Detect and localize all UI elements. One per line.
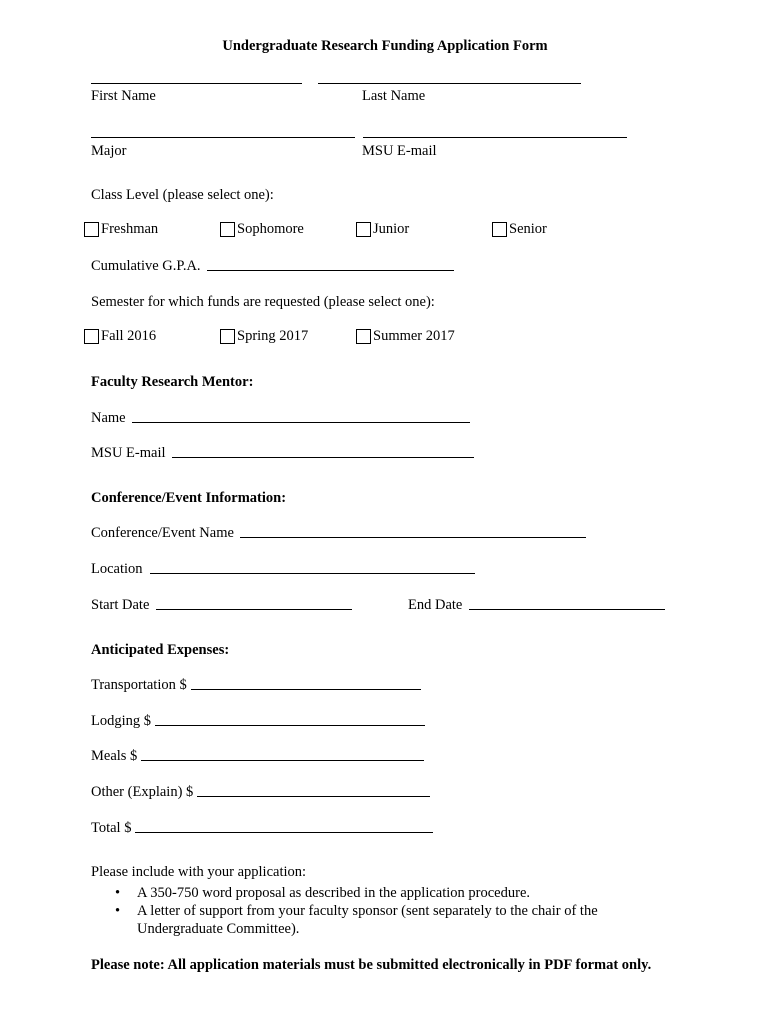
last-name-label: Last Name: [362, 88, 426, 104]
checkbox-icon[interactable]: [220, 222, 235, 237]
requirement-text: Undergraduate Committee).: [137, 921, 300, 937]
class-senior-label: Senior: [509, 221, 547, 237]
class-junior-option[interactable]: [356, 221, 409, 238]
major-label: Major: [91, 143, 127, 159]
checkbox-icon[interactable]: [492, 222, 507, 237]
transportation-field[interactable]: [91, 677, 421, 694]
meals-field[interactable]: [91, 748, 424, 765]
requirements-list: [91, 884, 711, 938]
bullet-icon: •: [115, 903, 121, 919]
location-label: Location: [91, 561, 143, 577]
conference-heading: Conference/Event Information:: [91, 490, 287, 506]
end-date-field[interactable]: [408, 597, 665, 614]
other-label: Other (Explain) $: [91, 784, 194, 800]
lodging-label: Lodging $: [91, 713, 152, 729]
meals-label: Meals $: [91, 748, 138, 764]
conference-name-line[interactable]: [240, 537, 586, 538]
semester-spring-option[interactable]: [220, 328, 308, 345]
gpa-field[interactable]: [91, 258, 454, 275]
checkbox-icon[interactable]: [84, 222, 99, 237]
class-level-label: Class Level (please select one):: [91, 187, 274, 203]
class-senior-option[interactable]: [492, 221, 547, 238]
email-label: MSU E-mail: [362, 143, 437, 159]
start-date-label: Start Date: [91, 597, 150, 613]
list-item: [91, 902, 711, 920]
checkbox-icon[interactable]: [220, 329, 235, 344]
mentor-email-line[interactable]: [172, 457, 474, 458]
class-freshman-option[interactable]: [84, 221, 158, 238]
meals-line[interactable]: [141, 760, 424, 761]
semester-spring-label: Spring 2017: [237, 328, 309, 344]
class-sophomore-label: Sophomore: [237, 221, 304, 237]
major-line[interactable]: [91, 137, 355, 138]
semester-summer-option[interactable]: [356, 328, 455, 345]
first-name-label: First Name: [91, 88, 156, 104]
total-line[interactable]: [135, 832, 433, 833]
last-name-line[interactable]: [318, 83, 581, 84]
requirements-intro: Please include with your application:: [91, 864, 307, 880]
requirement-text: A letter of support from your faculty sponsor (sent separately to the chair of the: [137, 903, 598, 919]
form-title: Undergraduate Research Funding Application Form: [222, 38, 548, 54]
gpa-label: Cumulative G.P.A.: [91, 258, 201, 274]
start-date-field[interactable]: [91, 597, 352, 614]
list-item: [91, 884, 711, 902]
class-sophomore-option[interactable]: [220, 221, 304, 238]
lodging-field[interactable]: [91, 713, 425, 730]
total-field[interactable]: [91, 820, 433, 837]
end-date-line[interactable]: [469, 609, 665, 610]
expenses-heading: Anticipated Expenses:: [91, 642, 230, 658]
conference-name-label: Conference/Event Name: [91, 525, 234, 541]
semester-label: Semester for which funds are requested (please select one):: [91, 294, 435, 310]
total-label: Total $: [91, 820, 132, 836]
mentor-email-label: MSU E-mail: [91, 445, 166, 461]
mentor-name-field[interactable]: [91, 410, 470, 427]
semester-fall-label: Fall 2016: [101, 328, 157, 344]
checkbox-icon[interactable]: [356, 329, 371, 344]
location-field[interactable]: [91, 561, 475, 578]
list-item-continuation: [91, 920, 711, 938]
mentor-email-field[interactable]: [91, 445, 474, 462]
transportation-label: Transportation $: [91, 677, 187, 693]
bullet-icon: •: [115, 885, 121, 901]
gpa-line[interactable]: [207, 270, 454, 271]
mentor-name-label: Name: [91, 410, 126, 426]
semester-summer-label: Summer 2017: [373, 328, 455, 344]
other-field[interactable]: [91, 784, 430, 801]
pdf-format-note: Please note: All application materials must be submitted electronically in PDF format only.: [91, 957, 652, 973]
conference-name-field[interactable]: [91, 525, 586, 542]
mentor-name-line[interactable]: [132, 422, 470, 423]
lodging-line[interactable]: [155, 725, 425, 726]
class-freshman-label: Freshman: [101, 221, 159, 237]
end-date-label: End Date: [408, 597, 463, 613]
class-junior-label: Junior: [373, 221, 410, 237]
mentor-heading: Faculty Research Mentor:: [91, 374, 254, 390]
first-name-line[interactable]: [91, 83, 302, 84]
checkbox-icon[interactable]: [84, 329, 99, 344]
requirement-text: A 350-750 word proposal as described in the application procedure.: [137, 885, 531, 901]
checkbox-icon[interactable]: [356, 222, 371, 237]
transportation-line[interactable]: [191, 689, 421, 690]
location-line[interactable]: [150, 573, 475, 574]
start-date-line[interactable]: [156, 609, 352, 610]
email-line[interactable]: [363, 137, 627, 138]
semester-fall-option[interactable]: [84, 328, 156, 345]
other-line[interactable]: [197, 796, 430, 797]
